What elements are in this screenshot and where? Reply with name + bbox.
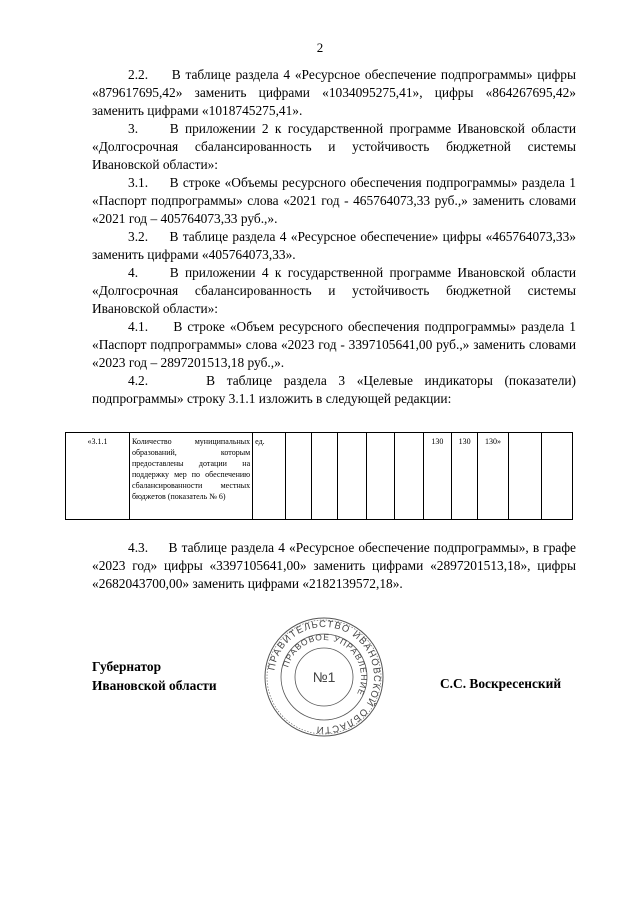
paragraph: 2.2. В таблице раздела 4 «Ресурсное обеспечение подпрограммы» цифры «879617695,42» заменить цифрами «1034095275,41», цифры «864267695,42» заменить цифрами «1018745275,41». bbox=[92, 67, 576, 118]
table-cell-number: «3.1.1 bbox=[66, 433, 130, 520]
table-cell-value: 130 bbox=[452, 433, 478, 520]
table-cell bbox=[286, 433, 312, 520]
table-cell-unit: ед. bbox=[253, 433, 286, 520]
table-cell bbox=[338, 433, 366, 520]
paragraph: 3.1. В строке «Объемы ресурсного обеспечения подпрограммы» раздела 1 «Паспорт подпрограммы» слова «2021 год - 465764073,33 руб.,» заменить словами «2021 год – 405764073,33 руб.,». bbox=[92, 175, 576, 226]
table-cell-value: 130 bbox=[423, 433, 451, 520]
paragraph: 3.2. В таблице раздела 4 «Ресурсное обеспечение» цифры «465764073,33» заменить цифрами «405764073,33». bbox=[92, 229, 576, 262]
table-row bbox=[66, 433, 573, 520]
paragraph: 3. В приложении 2 к государственной программе Ивановской области «Долгосрочная сбалансированность и устойчивость бюджетной системы Ивановской области»: bbox=[92, 121, 576, 172]
paragraph: 4.2. В таблице раздела 3 «Целевые индикаторы (показатели) подпрограммы» строку 3.1.1 изложить в следующей редакции: bbox=[92, 373, 576, 406]
paragraph: 4. В приложении 4 к государственной программе Ивановской области «Долгосрочная сбалансированность и устойчивость бюджетной системы Ивановской области»: bbox=[92, 265, 576, 316]
table-cell bbox=[542, 433, 573, 520]
body-text bbox=[92, 66, 576, 408]
paragraph: 4.1. В строке «Объем ресурсного обеспечения подпрограммы» раздела 1 «Паспорт подпрограммы» слова «2023 год - 3397105641,00 руб.,» заменить словами «2023 год – 2897201513,18 руб.,». bbox=[92, 319, 576, 370]
signature-title-line1: Губернатор bbox=[92, 659, 162, 674]
table-cell-name: Количество муниципальных образований, которым предоставлены дотации на поддержку мер по обеспечению сбалансированности местных бюджетов (показатель № 6) bbox=[129, 433, 252, 520]
body-text-after-table bbox=[92, 539, 576, 593]
table-cell bbox=[508, 433, 541, 520]
page-number: 2 bbox=[316, 40, 324, 55]
signature-name: С.С. Воскресенский bbox=[440, 676, 562, 691]
paragraph: 4.3. В таблице раздела 4 «Ресурсное обеспечение подпрограммы», в графе «2023 год» цифры «3397105641,00» заменить цифрами «2897201513,18», цифры «2682043700,00» заменить цифрами «2182139572,18». bbox=[92, 540, 576, 591]
svg-text:ПРАВИТЕЛЬСТВО ИВАНОВСКОЙ ОБЛАС: ПРАВИТЕЛЬСТВО ИВАНОВСКОЙ ОБЛАСТИ bbox=[266, 618, 383, 736]
table-cell bbox=[395, 433, 423, 520]
indicator-table bbox=[65, 432, 573, 520]
svg-text:№1: №1 bbox=[312, 669, 336, 685]
signature-title bbox=[92, 657, 217, 695]
table-cell-value: 130» bbox=[478, 433, 509, 520]
svg-text:ПРАВОВОЕ УПРАВЛЕНИЕ: ПРАВОВОЕ УПРАВЛЕНИЕ bbox=[280, 631, 370, 698]
official-seal bbox=[262, 615, 386, 739]
table-cell bbox=[312, 433, 338, 520]
table-cell bbox=[366, 433, 394, 520]
signature-title-line2: Ивановской области bbox=[92, 678, 217, 693]
